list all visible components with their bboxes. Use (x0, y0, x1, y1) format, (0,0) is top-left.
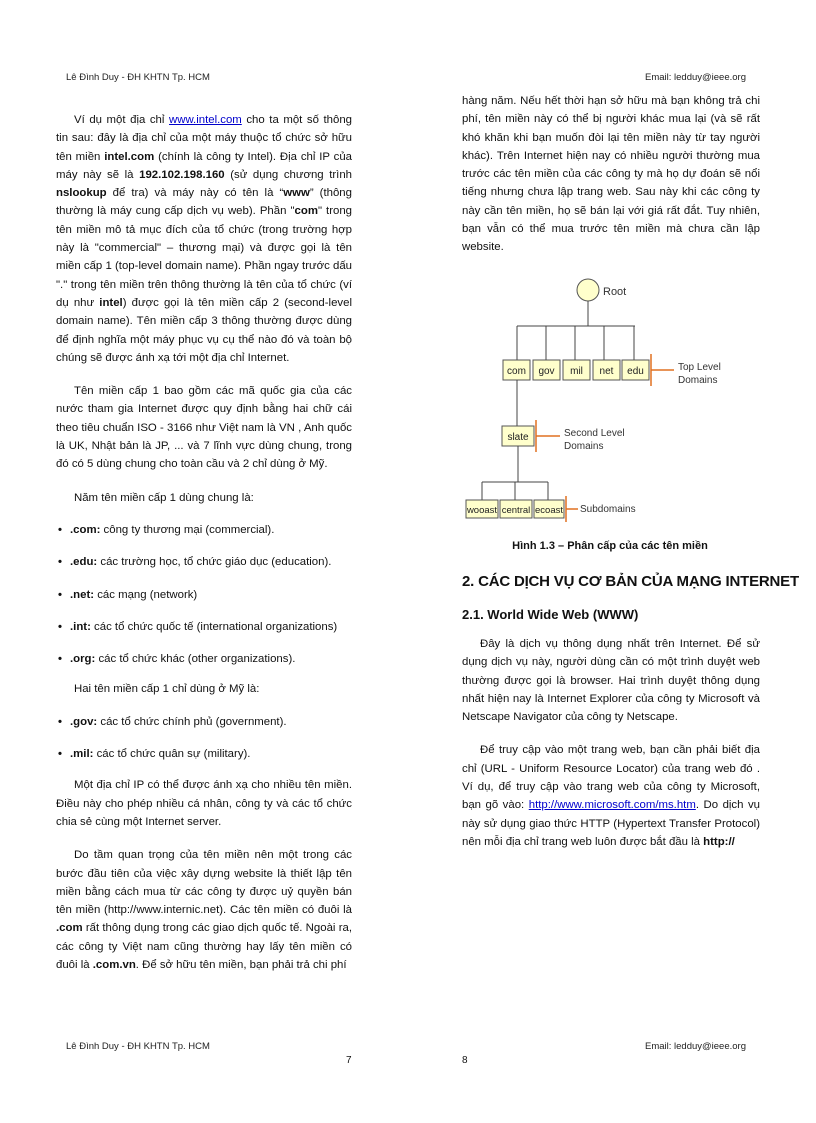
subdomain-node-wooast (466, 500, 498, 518)
subdomain-node-central (500, 500, 532, 518)
root-node (577, 279, 599, 301)
list-item: • .gov: các tổ chức chính phủ (government). (56, 713, 352, 731)
generic-tld-list (56, 521, 352, 668)
svg-text:net: net (599, 366, 614, 377)
svg-text:central: central (501, 505, 531, 516)
subdomains-label: Subdomains (580, 504, 636, 515)
section-heading: 2. CÁC DỊCH VỤ CƠ BẢN CỦA MẠNG INTERNET (462, 573, 799, 590)
subsection-heading: 2.1. World Wide Web (WWW) (462, 607, 639, 622)
svg-text:wooast: wooast (466, 505, 498, 516)
second-level-label-2: Domains (564, 441, 604, 452)
svg-text:slate: slate (507, 432, 529, 443)
paragraph-www-intro: Đây là dịch vụ thông dụng nhất trên Internet. Để sử dụng dịch vụ này, người dùng cần có một trình duyệt web thường được gọi là browser. Hai trình duyệt thông dụng nhất hiện nay là Internet Explorer của công ty Microsoft và Netscape Navigator của công ty Netscape. (462, 638, 760, 724)
domain-hierarchy-diagram (462, 274, 762, 524)
microsoft-link[interactable]: http://www.microsoft.com/ms.htm (528, 799, 696, 812)
svg-text:gov: gov (538, 366, 555, 377)
paragraph-domain-purchase: Do tầm quan trọng của tên miền nên một trong các bước đầu tiên của việc xây dựng website là thiết lập tên miền bằng cách mua từ các công ty được uỷ quyền bán tên miền (http://www.internic.net). Các tên miền có đuôi là .com rất thông dụng trong các giao dịch quốc tế. Ngoài ra, các công ty Việt nam cũng thường hay lấy tên miền có đuôi là .com.vn. Để sở hữu tên miền, bạn phải trả chi phí (56, 849, 352, 971)
root-label: Root (603, 286, 627, 298)
paragraph-generic-intro: Năm tên miền cấp 1 dùng chung là: (74, 491, 254, 504)
svg-text:ecoast: ecoast (535, 505, 563, 516)
right-page-number: 8 (462, 1055, 468, 1066)
tld-level-label: Top Level (678, 362, 721, 373)
paragraph-domain-example: Ví dụ một địa chỉ www.intel.com cho ta một số thông tin sau: đây là địa chỉ của một máy thuộc tổ chức sở hữu tên miền intel.com (chính là công ty Intel). Địa chỉ IP của máy này sẽ là 192.102.198.160 (sử dụng chương trình nslookup để tra) và máy này có tên là “www” (thông thường là máy cung cấp dịch vụ web). Phần "com" trong tên miền mô tả mục đích của tổ chức (trong trường hợp này là "commercial" – thương mại) và được gọi là tên miền cấp 1 (top-level domain name). Phần ngay trước dấu "." trong tên miền trên thông thường là tên của tổ chức (ví dụ như intel) được gọi là tên miền cấp 2 (second-level domain name). Tên miền cấp 3 thông thường được dùng để định nghĩa một máy phục vụ cụ thể nào đó và toàn bộ chúng sẽ được ánh xạ tới một địa chỉ Internet. (56, 114, 353, 364)
paragraph-tld-codes: Tên miền cấp 1 bao gồm các mã quốc gia của các nước tham gia Internet được quy định bằng hai chữ cái theo tiêu chuẩn ISO - 3166 như Việt nam là VN , Anh quốc là UK, Nhật bản là JP, ... và 7 lĩnh vực dùng chung, trong đó có 5 dùng chung cho toàn cầu và 2 chỉ dùng ở Mỹ. (56, 385, 352, 471)
left-page-number: 7 (346, 1055, 352, 1066)
svg-text:edu: edu (627, 366, 644, 377)
left-column (56, 111, 352, 974)
svg-text:mil: mil (570, 366, 583, 377)
tld-node-mil (563, 360, 590, 380)
tld-node-com (503, 360, 530, 380)
paragraph-us-intro: Hai tên miền cấp 1 chỉ dùng ở Mỹ là: (74, 683, 260, 696)
list-item: • .edu: các trường học, tổ chức giáo dục (education). (56, 553, 352, 571)
right-footer: Email: ledduy@ieee.org (644, 1041, 746, 1052)
right-column-lower (462, 635, 760, 851)
us-tld-list (56, 713, 352, 764)
list-item: • .com: công ty thương mại (commercial). (56, 521, 352, 539)
paragraph-domain-cost: hàng năm. Nếu hết thời hạn sở hữu mà bạn không trả chi phí, tên miền này có thể bị người khác mua lại (và sẽ rất khó khăn khi bạn muốn đòi lại tên miền này từ tay người khác). Trên Internet hiện nay có nhiều người thường mua trước các tên miền của các công ty mà họ dự đoán sẽ nổi tiếng nhưng chưa lập trang web. Sau này khi các công ty này cần tên miền, họ sẽ bán lại với giá rất đắt. Tuy nhiên, bạn vẫn có thể mua trước tên miền mà chưa cần lập website. (462, 95, 760, 254)
tld-level-label-2: Domains (678, 375, 718, 386)
left-header: Lê Đình Duy - ĐH KHTN Tp. HCM (66, 72, 210, 83)
list-item: • .mil: các tổ chức quân sự (military). (56, 745, 352, 763)
tld-node-gov (533, 360, 560, 380)
svg-text:com: com (507, 366, 526, 377)
second-level-label: Second Level (564, 428, 625, 439)
right-column (462, 92, 760, 257)
paragraph-url-access: Để truy cập vào một trang web, bạn cần phải biết địa chỉ (URL - Uniform Resource Locator) của trang web đó . Ví dụ, để truy cập vào trang web của công ty Microsoft, bạn gõ vào: http://www.microsoft.com/ms.htm. Do dịch vụ này sử dụng giao thức HTTP (Hypertext Transfer Protocol) nên mỗi địa chỉ trang web luôn được bắt đầu là http:// (462, 744, 760, 848)
list-item: • .net: các mạng (network) (56, 586, 352, 604)
list-item: • .org: các tổ chức khác (other organizations). (56, 650, 352, 668)
intel-link[interactable]: www.intel.com (169, 114, 242, 126)
paragraph-ip-mapping: Một địa chỉ IP có thể được ánh xạ cho nhiều tên miền. Điều này cho phép nhiều cá nhân, công ty và các tổ chức chia sẻ cùng một Internet server. (56, 779, 352, 828)
list-item: • .int: các tổ chức quốc tế (international organizations) (56, 618, 352, 636)
figure-caption: Hình 1.3 – Phân cấp của các tên miền (512, 540, 708, 552)
tld-node-net (593, 360, 620, 380)
second-level-node-slate (502, 426, 534, 446)
left-footer: Lê Đình Duy - ĐH KHTN Tp. HCM (66, 1041, 210, 1052)
subdomain-node-ecoast (534, 500, 564, 518)
right-header: Email: ledduy@ieee.org (644, 72, 746, 83)
tld-node-edu (622, 360, 649, 380)
